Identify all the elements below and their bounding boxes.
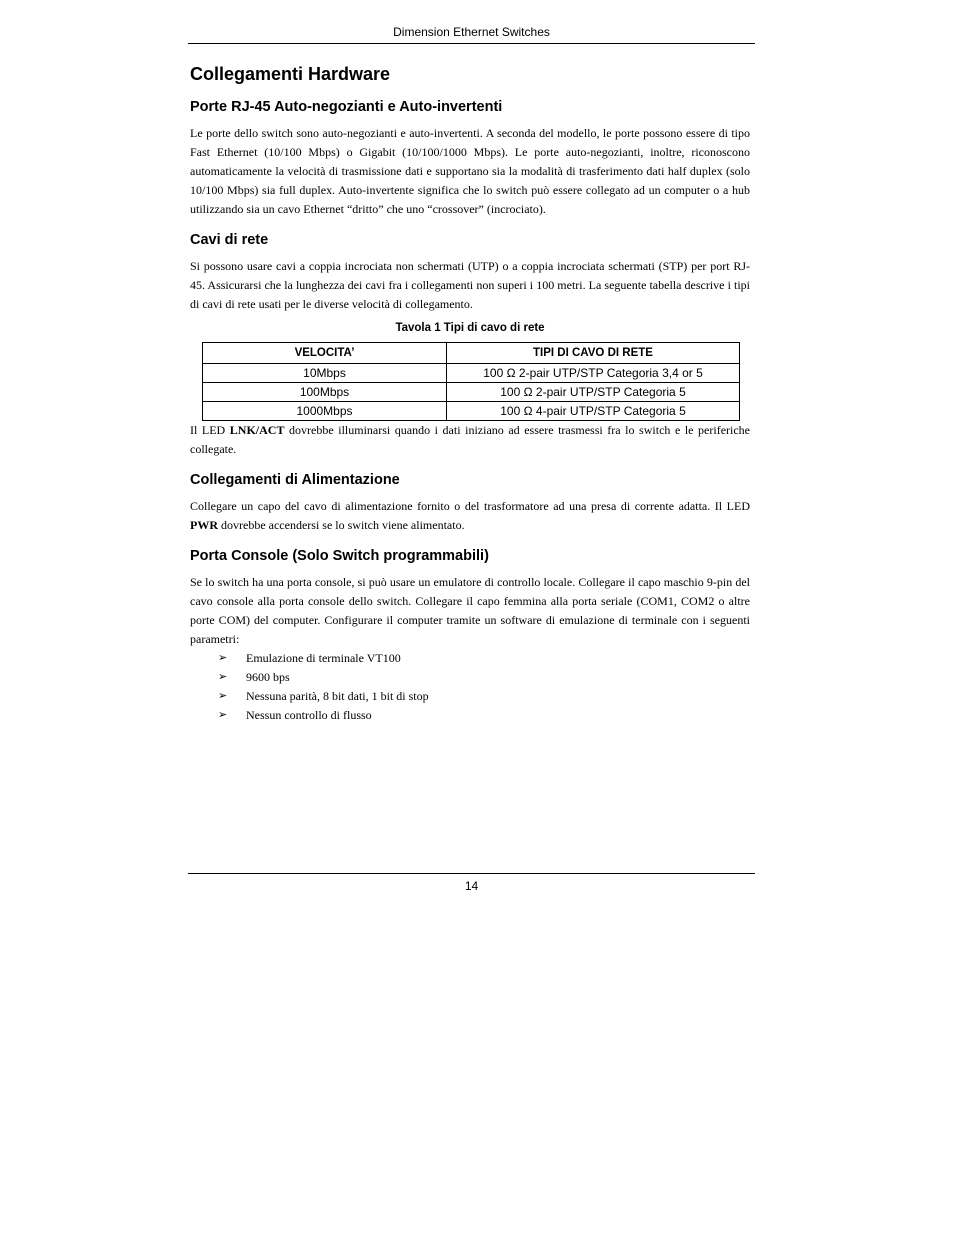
table-row [203, 364, 740, 383]
cavi-heading: Cavi di rete [190, 232, 269, 248]
table-row [203, 383, 740, 402]
alimentazione-pre: Collegare un capo del cavo di alimentazione fornito o del trasformatore ad una presa di corrente adatta. Il LED [190, 499, 750, 513]
table-cell-speed: 1000Mbps [203, 402, 447, 421]
list-item-text: Nessun controllo di flusso [246, 708, 372, 722]
list-item [218, 706, 750, 725]
list-item-text: Emulazione di terminale VT100 [246, 651, 401, 665]
led-name-lnk-act: LNK/ACT [229, 423, 285, 437]
cavi-paragraph: Si possono usare cavi a coppia incrociata non schermati (UTP) o a coppia incrociata schermati (STP) per port RJ-45. Assicurarsi che la lunghezza dei cavi fra i collegamenti non superi i 100 metri. La seguente tabella descrive i tipi di cavi di rete usati per le diverse velocità di collegamento. [190, 259, 750, 311]
terminal-params-list [190, 649, 750, 725]
table-cell-speed: 10Mbps [203, 364, 447, 383]
alimentazione-post: dovrebbe accendersi se lo switch viene alimentato. [218, 518, 465, 532]
led-note-post: dovrebbe illuminarsi quando i dati iniziano ad essere trasmessi fra lo switch e le periferiche collegate. [190, 423, 751, 456]
arrow-bullet-icon: ➢ [218, 690, 228, 702]
running-header: Dimension Ethernet Switches [393, 25, 550, 39]
table-header-row [203, 343, 740, 364]
table-header-speed: VELOCITA’ [203, 343, 447, 364]
led-note-paragraph [190, 421, 750, 459]
table-cell-cable-type: 100 Ω 4-pair UTP/STP Categoria 5 [447, 402, 740, 421]
console-heading: Porta Console (Solo Switch programmabili) [190, 548, 489, 564]
page-number: 14 [464, 879, 479, 893]
rj45-heading: Porte RJ-45 Auto-negozianti e Auto-invertenti [190, 99, 503, 115]
list-item-text: 9600 bps [246, 670, 290, 684]
table-row [203, 402, 740, 421]
table-header-cable-type: TIPI DI CAVO DI RETE [447, 343, 740, 364]
led-name-pwr: PWR [190, 518, 218, 532]
rj45-paragraph: Le porte dello switch sono auto-negozianti e auto-invertenti. A seconda del modello, le porte possono essere di tipo Fast Ethernet (10/100 Mbps) o Gigabit (10/100/1000 Mbps). Le porte auto-negozianti, inoltre, riconoscono automaticamente la velocità di trasmissione dati e supportano sia la modalità di trasferimento dati half duplex (solo 10/100 Mbps) sia full duplex. Auto-invertente significa che lo switch può essere collegato ad un computer o a hub utilizzando sia un cavo Ethernet “dritto” che uno “crossover” (incrociato). [190, 126, 750, 216]
list-item [218, 649, 750, 668]
console-paragraph: Se lo switch ha una porta console, si può usare un emulatore di controllo locale. Collegare il capo maschio 9-pin del cavo console alla porta console dello switch. Collegare il capo femmina alla porta seriale (COM1, COM2 o altre porte COM) del computer. Configurare il computer tramite un software di emulazione di terminale con i seguenti parametri: [190, 575, 750, 646]
alimentazione-heading: Collegamenti di Alimentazione [190, 472, 400, 488]
arrow-bullet-icon: ➢ [218, 671, 228, 683]
list-item [218, 687, 750, 706]
header-rule [188, 43, 755, 44]
footer-rule [188, 873, 755, 874]
table-cell-cable-type: 100 Ω 2-pair UTP/STP Categoria 3,4 or 5 [447, 364, 740, 383]
arrow-bullet-icon: ➢ [218, 709, 228, 721]
arrow-bullet-icon: ➢ [218, 652, 228, 664]
table-caption: Tavola 1 Tipi di cavo di rete [395, 322, 545, 334]
list-item-text: Nessuna parità, 8 bit dati, 1 bit di stop [246, 689, 429, 703]
section-title: Collegamenti Hardware [190, 64, 391, 84]
cable-types-table [202, 342, 740, 421]
list-item [218, 668, 750, 687]
page-content [190, 62, 750, 725]
table-cell-cable-type: 100 Ω 2-pair UTP/STP Categoria 5 [447, 383, 740, 402]
alimentazione-paragraph [190, 497, 750, 535]
table-cell-speed: 100Mbps [203, 383, 447, 402]
led-note-pre: Il LED [190, 423, 230, 437]
